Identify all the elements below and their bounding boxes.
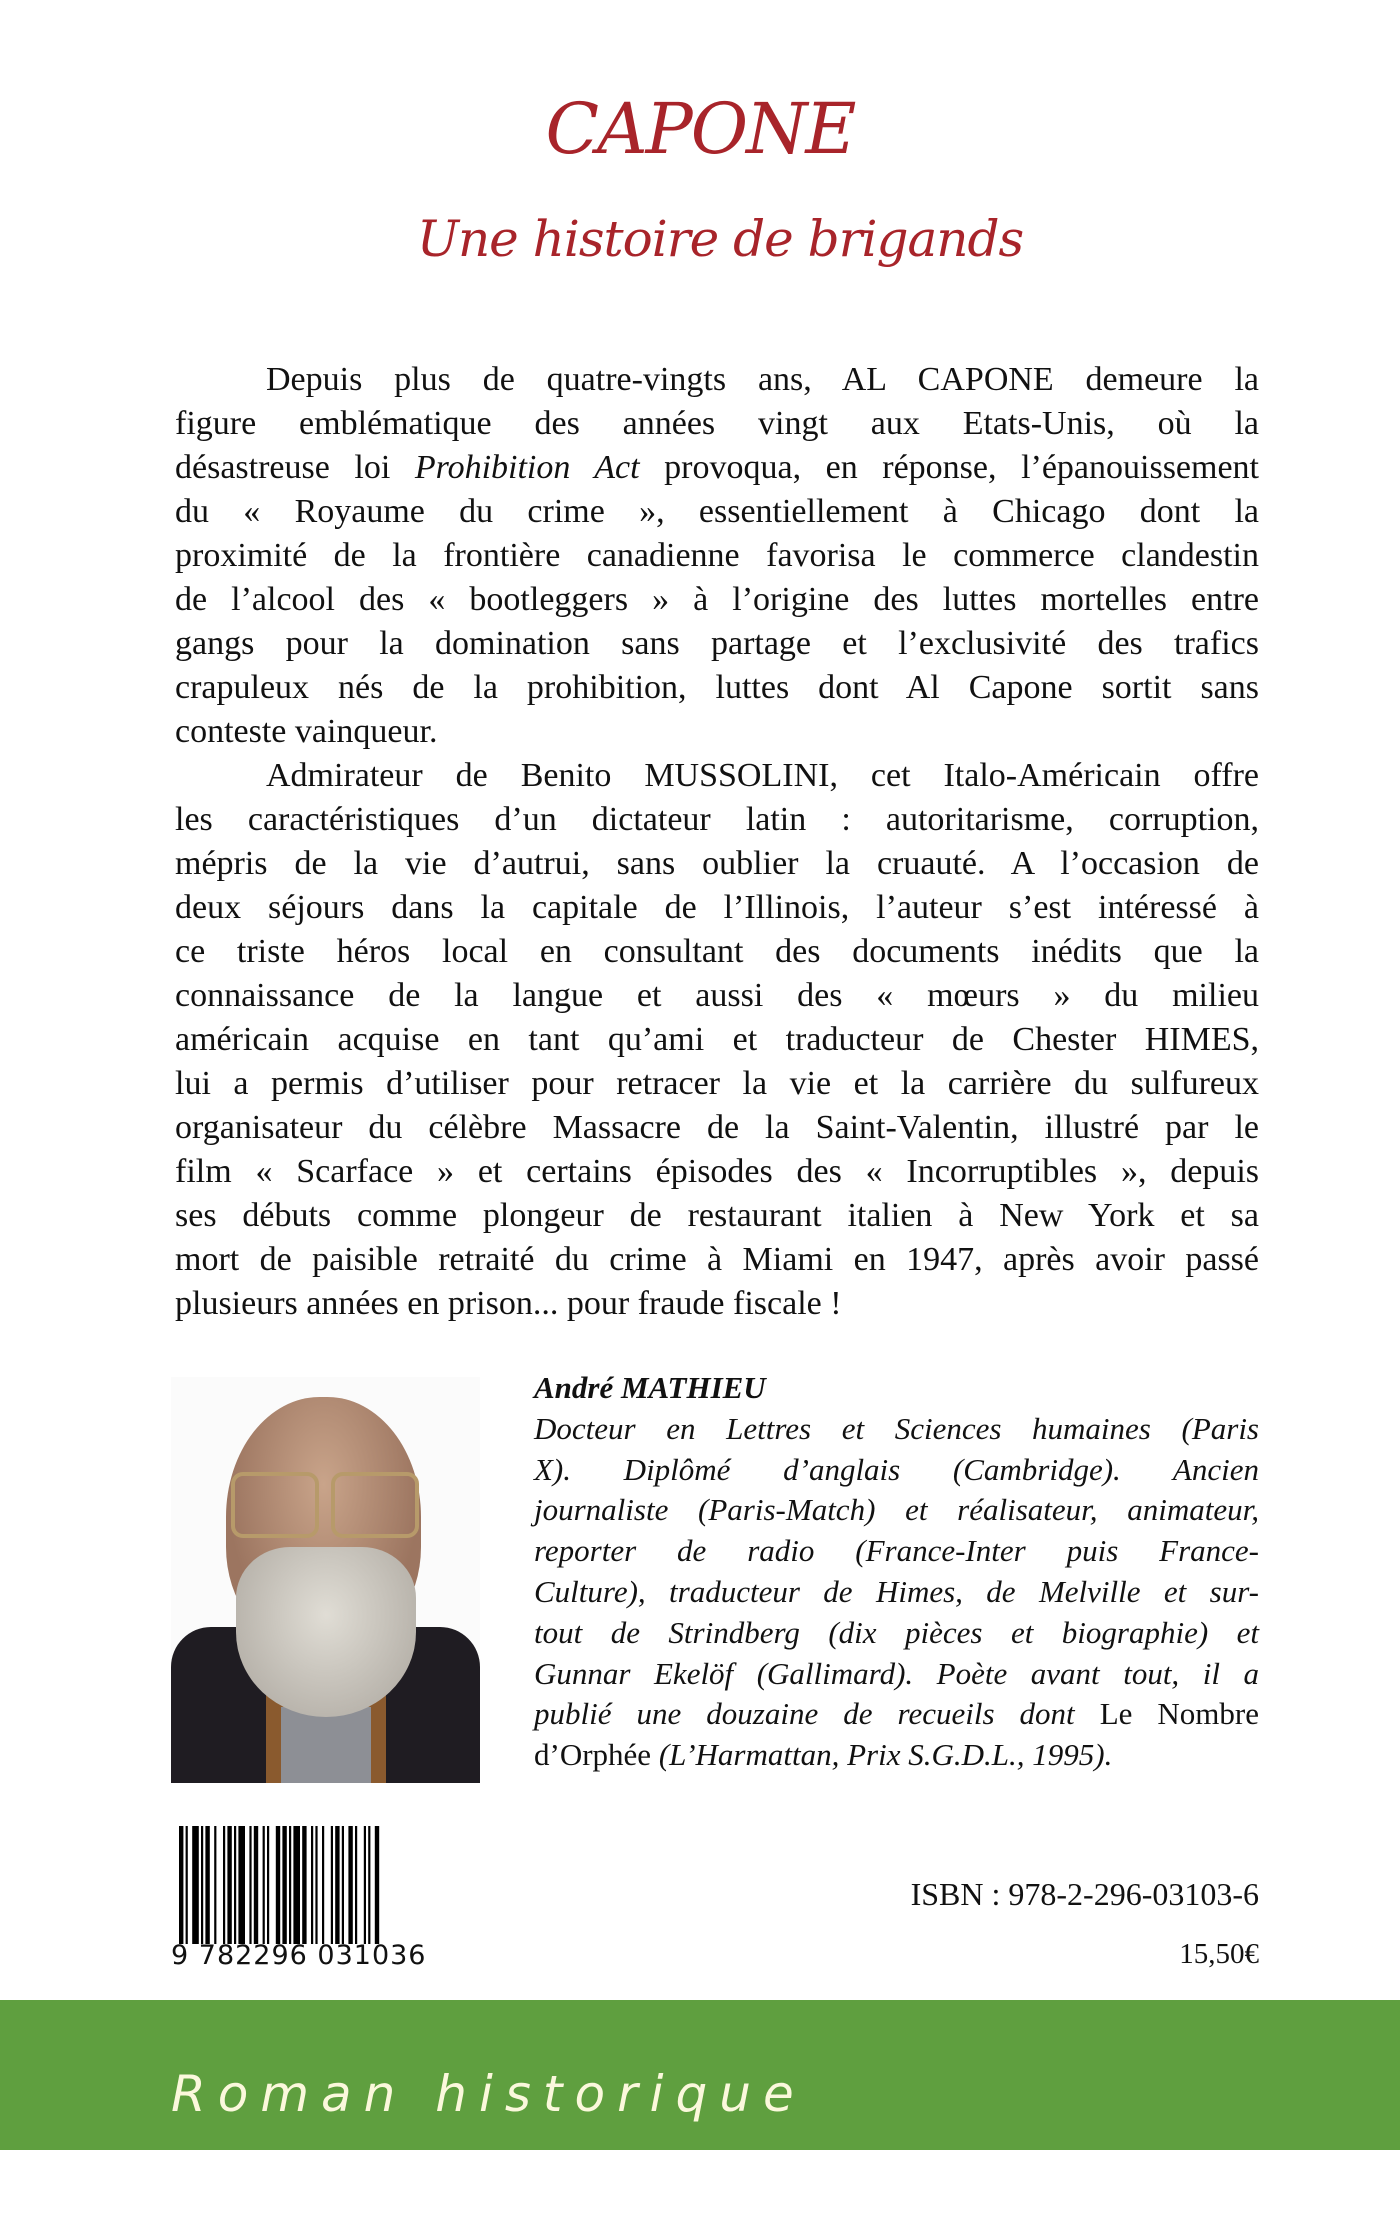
barcode-bar — [289, 1826, 291, 1944]
text-segment: Depuis plus de quatre-vingts ans, AL CAPONE demeure la — [266, 361, 1259, 398]
text-segment: du « Royaume du crime », essentiellement à Chicago dont la — [175, 493, 1259, 530]
text-segment: journaliste (Paris-Match) et réalisateur, animateur, — [534, 1492, 1259, 1528]
text-segment: Prohibition Act — [414, 449, 640, 486]
text-line — [175, 842, 1259, 886]
text-segment: X). Diplômé d’anglais (Cambridge). Ancien — [534, 1451, 1259, 1487]
text-line — [175, 1106, 1259, 1150]
barcode-bar — [375, 1826, 379, 1944]
text-segment: (L’Harmattan, Prix S.G.D.L., 1995). — [651, 1737, 1113, 1773]
barcode-bar — [315, 1826, 317, 1944]
genre-label: Roman historique — [171, 2065, 806, 2123]
barcode-bar — [227, 1826, 231, 1944]
text-line — [175, 754, 1259, 798]
text-segment: proximité de la frontière canadienne favorisa le commerce clandestin — [175, 537, 1259, 574]
author-photo — [171, 1377, 480, 1783]
text-segment: Le Nombre — [1099, 1696, 1259, 1732]
text-segment: figure emblématique des années vingt aux Etats-Unis, où la — [175, 405, 1259, 442]
barcode-bar — [192, 1826, 199, 1944]
barcode-bar — [293, 1826, 300, 1944]
text-line — [175, 886, 1259, 930]
text-line — [534, 1735, 1259, 1776]
barcode-bar — [348, 1826, 352, 1944]
text-segment: désastreuse loi — [175, 449, 415, 486]
text-line — [175, 1238, 1259, 1282]
text-line — [534, 1490, 1259, 1531]
barcode-bar — [223, 1826, 225, 1944]
barcode-bar — [302, 1826, 306, 1944]
author-bio — [534, 1368, 1259, 1776]
text-line — [534, 1450, 1259, 1491]
barcode-bar — [368, 1826, 370, 1944]
barcode-bar — [201, 1826, 203, 1944]
text-line — [175, 798, 1259, 842]
text-segment: reporter de radio (France-Inter puis France- — [534, 1533, 1259, 1569]
text-segment: d’Orphée — [534, 1737, 652, 1773]
barcode-bar — [186, 1826, 188, 1944]
text-segment: connaissance de la langue et aussi des « mœurs » du milieu — [175, 977, 1259, 1014]
text-segment: tout de Strindberg (dix pièces et biographie) et — [534, 1614, 1259, 1650]
text-line — [534, 1572, 1259, 1613]
barcode-digits: 9 782296 031036 — [171, 1940, 427, 1971]
text-segment: deux séjours dans la capitale de l’Illinois, l’auteur s’est intéressé à — [175, 889, 1259, 926]
barcode-bar — [322, 1826, 324, 1944]
barcode-bar — [364, 1826, 366, 1944]
text-line — [175, 402, 1259, 446]
text-line — [175, 1282, 1259, 1326]
text-segment: film « Scarface » et certains épisodes des « Incorruptibles », depuis — [175, 1153, 1259, 1190]
text-segment: gangs pour la domination sans partage et l’exclusivité des trafics — [175, 625, 1259, 662]
barcode-bar — [355, 1826, 357, 1944]
barcode-bar — [263, 1826, 265, 1944]
text-line — [534, 1531, 1259, 1572]
text-line — [175, 446, 1259, 490]
synopsis-text — [175, 358, 1259, 1326]
barcode-bar — [214, 1826, 216, 1944]
text-line — [534, 1409, 1259, 1450]
barcode-bar — [238, 1826, 245, 1944]
text-segment: crapuleux nés de la prohibition, luttes dont Al Capone sortit sans — [175, 669, 1259, 706]
text-line — [175, 1194, 1259, 1238]
text-segment: plusieurs années en prison... pour fraude fiscale ! — [175, 1285, 842, 1322]
price: 15,50€ — [1179, 1938, 1259, 1970]
text-segment: ses débuts comme plongeur de restaurant italien à New York et sa — [175, 1197, 1259, 1234]
text-line — [175, 1062, 1259, 1106]
text-line — [175, 710, 1259, 754]
text-segment: Gunnar Ekelöf (Gallimard). Poète avant tout, il a — [534, 1655, 1259, 1691]
barcode-bar — [254, 1826, 258, 1944]
text-line — [175, 490, 1259, 534]
text-segment: Docteur en Lettres et Sciences humaines (Paris — [534, 1410, 1259, 1446]
text-line — [175, 622, 1259, 666]
barcode-bar — [342, 1826, 344, 1944]
barcode-bar — [276, 1826, 280, 1944]
barcode-bar — [205, 1826, 209, 1944]
barcode-bar — [179, 1826, 183, 1944]
barcode-bar — [335, 1826, 339, 1944]
text-line — [534, 1654, 1259, 1695]
text-line — [534, 1694, 1259, 1735]
text-segment: mépris de la vie d’autrui, sans oublier la cruauté. A l’occasion de — [175, 845, 1259, 882]
barcode-bar — [311, 1826, 313, 1944]
text-segment: publié une douzaine de recueils dont — [534, 1696, 1100, 1732]
book-subtitle: Une histoire de brigands — [416, 210, 1024, 268]
isbn: ISBN : 978-2-296-03103-6 — [910, 1876, 1259, 1912]
text-segment: les caractéristiques d’un dictateur latin : autoritarisme, corruption, — [175, 801, 1259, 838]
barcode-bar — [234, 1826, 236, 1944]
text-segment: américain acquise en tant qu’ami et traducteur de Chester HIMES, — [175, 1021, 1259, 1058]
text-segment: de l’alcool des « bootleggers » à l’origine des luttes mortelles entre — [175, 581, 1259, 618]
text-line — [175, 930, 1259, 974]
barcode-bar — [267, 1826, 269, 1944]
text-line — [534, 1613, 1259, 1654]
text-line — [175, 358, 1259, 402]
text-segment: provoqua, en réponse, l’épanouissement — [639, 449, 1259, 486]
text-segment: mort de paisible retraité du crime à Miami en 1947, après avoir passé — [175, 1241, 1259, 1278]
text-line — [175, 1018, 1259, 1062]
text-segment: Culture), traducteur de Himes, de Melville et sur- — [534, 1573, 1259, 1609]
text-line — [175, 1150, 1259, 1194]
text-line — [175, 974, 1259, 1018]
text-line — [175, 578, 1259, 622]
text-segment: Admirateur de Benito MUSSOLINI, cet Italo-Américain offre — [266, 757, 1259, 794]
text-segment: conteste vainqueur. — [175, 713, 438, 750]
text-line — [175, 534, 1259, 578]
text-segment: lui a permis d’utiliser pour retracer la vie et la carrière du sulfureux — [175, 1065, 1259, 1102]
text-segment: ce triste héros local en consultant des documents inédits que la — [175, 933, 1259, 970]
text-segment: organisateur du célèbre Massacre de la Saint-Valentin, illustré par le — [175, 1109, 1259, 1146]
book-title: CAPONE — [545, 88, 855, 170]
barcode-bar — [249, 1826, 251, 1944]
barcode-bar — [331, 1826, 333, 1944]
author-name: André MATHIEU — [534, 1370, 766, 1405]
text-line — [175, 666, 1259, 710]
barcode-bar — [282, 1826, 286, 1944]
